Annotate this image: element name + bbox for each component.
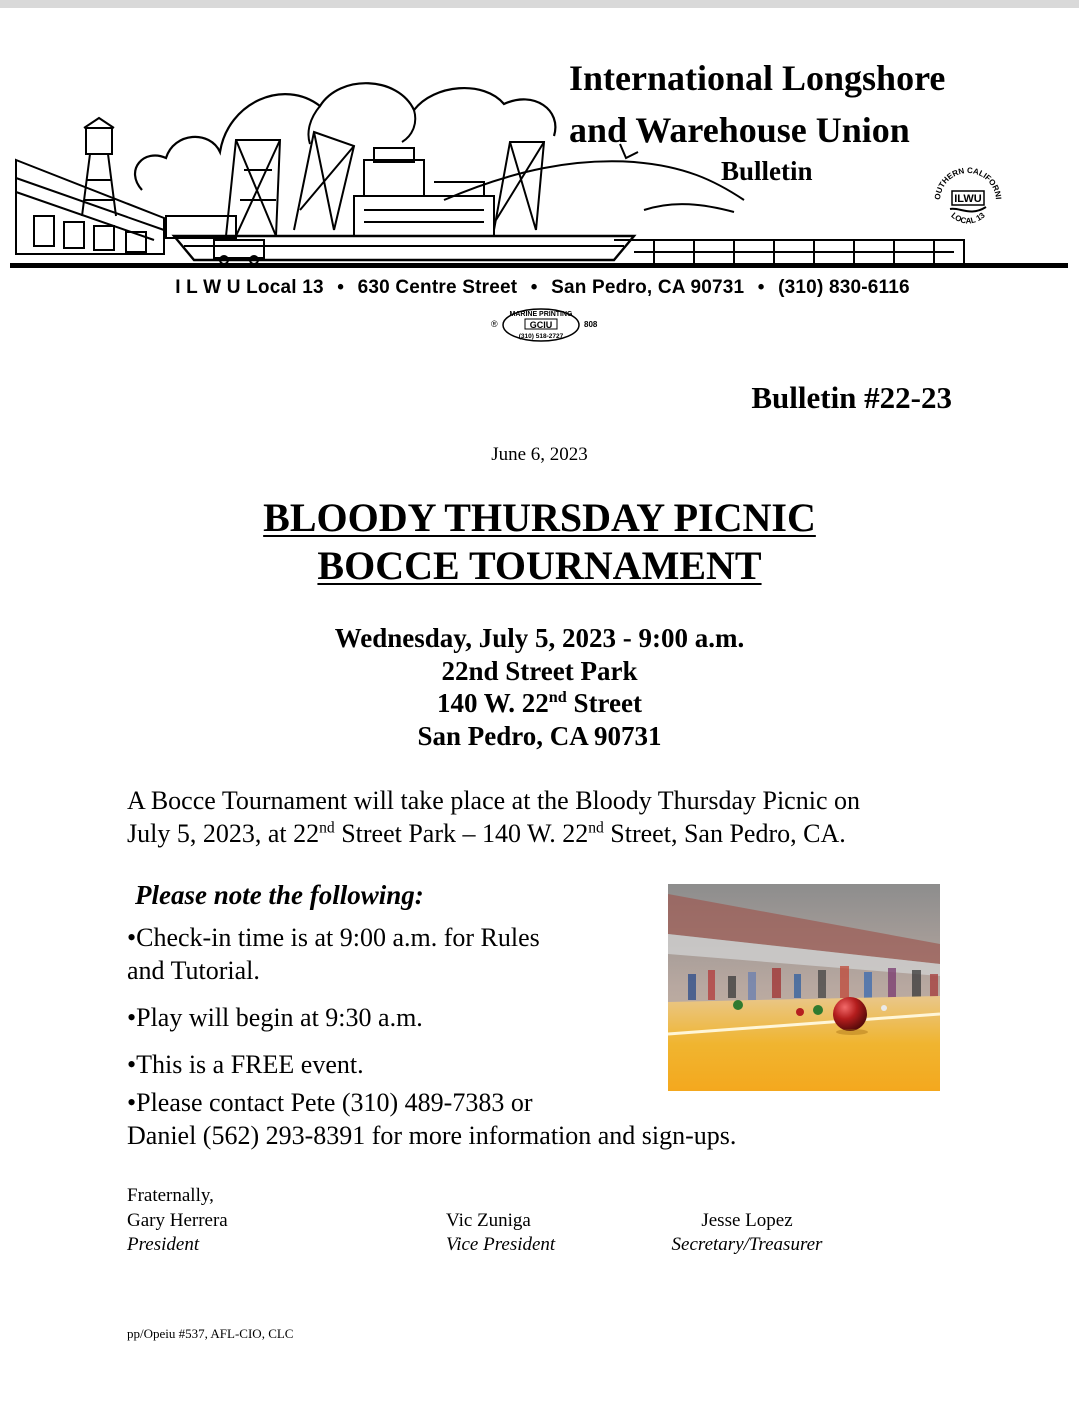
address-local: I L W U Local 13: [175, 277, 324, 298]
address-street: 630 Centre Street: [357, 277, 518, 298]
union-address: [0, 277, 1079, 299]
bullet-mark: •: [127, 923, 137, 952]
intro-line2: [127, 818, 977, 851]
event-title-line2: BOCCE TOURNAMENT: [317, 543, 762, 588]
bullet-mark: •: [127, 1050, 137, 1079]
notes-item-text: This is a FREE event.: [136, 1050, 364, 1079]
union-print-bug: [489, 305, 605, 350]
bulletin-date: June 6, 2023: [491, 444, 588, 465]
event-city: San Pedro, CA 90731: [417, 720, 662, 751]
address-city: San Pedro, CA 90731: [551, 277, 745, 298]
signature-name: Jesse Lopez: [701, 1210, 793, 1231]
svg-text:LOCAL 13: [949, 210, 987, 225]
seal-center-text: ILWU: [954, 193, 982, 205]
signature-president: [127, 1209, 228, 1257]
event-street-suffix: nd: [548, 688, 567, 706]
notes-item-text: and Tutorial.: [127, 955, 260, 985]
address-separator: •: [337, 277, 345, 298]
signature-secretary-treasurer: [661, 1209, 833, 1257]
event-street-name: Street: [566, 688, 643, 718]
event-street-number: 140 W. 22: [436, 688, 549, 718]
print-bug-number: 808: [584, 320, 598, 329]
masthead-rule: [10, 263, 1068, 268]
notes-item-text: Check-in time is at 9:00 a.m. for Rules: [136, 923, 540, 952]
print-bug-registered: ®: [491, 319, 498, 329]
intro-text: Street, San Pedro, CA.: [603, 818, 846, 848]
intro-suffix: nd: [588, 818, 604, 836]
seal-bottom-text: LOCAL 13: [949, 210, 987, 226]
bullet-mark: •: [127, 1003, 137, 1032]
union-name-line1: International Longshore: [569, 58, 946, 98]
address-separator: •: [530, 277, 538, 298]
signature-role: Secretary/Treasurer: [671, 1234, 823, 1255]
event-title-line1: BLOODY THURSDAY PICNIC: [263, 495, 816, 540]
union-name: [569, 52, 1029, 156]
notes-heading: Please note the following:: [135, 880, 424, 910]
print-bug-phone: (310) 518-2727: [518, 333, 564, 340]
event-details: [0, 622, 1079, 752]
notes-item-text: Play will begin at 9:30 a.m.: [136, 1003, 423, 1032]
notes-item-text: Please contact Pete (310) 489-7383 or: [136, 1088, 533, 1117]
bocce-photo: [668, 884, 940, 1091]
print-bug-center: GCIU: [529, 320, 553, 330]
signature-name: Gary Herrera: [127, 1210, 228, 1231]
union-label-footer: pp/Opeiu #537, AFL-CIO, CLC: [127, 1326, 294, 1341]
address-separator: •: [757, 277, 765, 298]
intro-suffix: nd: [319, 818, 335, 836]
event-datetime: Wednesday, July 5, 2023 - 9:00 a.m.: [334, 623, 745, 653]
union-name-line2: and Warehouse Union: [569, 110, 910, 150]
event-street: [0, 687, 1079, 720]
intro-text: Street Park – 140 W. 22: [334, 818, 589, 848]
signature-role: President: [127, 1234, 200, 1255]
address-phone: (310) 830-6116: [778, 277, 910, 298]
intro-paragraph: [127, 785, 977, 850]
ilwu-local-13-seal: [930, 163, 1006, 244]
intro-line1: A Bocce Tournament will take place at the Bloody Thursday Picnic on: [127, 786, 860, 815]
signature-closing: Fraternally,: [127, 1185, 214, 1206]
seal-top-text: OUTHERN CALIFORNI: [932, 165, 1003, 201]
notes-item-text: Daniel (562) 293-8391 for more information and sign-ups.: [127, 1120, 737, 1150]
print-bug-top: MARINE PRINTING: [509, 311, 573, 318]
intro-text: July 5, 2023, at 22: [127, 818, 320, 848]
event-title: [0, 494, 1079, 590]
signature-name: Vic Zuniga: [446, 1210, 531, 1231]
masthead-bulletin-label: Bulletin: [721, 156, 813, 186]
signature-vice-president: [446, 1209, 555, 1257]
top-border: [0, 0, 1079, 8]
bullet-mark: •: [127, 1088, 137, 1117]
notes-item: [127, 1087, 827, 1152]
signature-role: Vice President: [446, 1234, 556, 1255]
bulletin-number: Bulletin #22-23: [751, 380, 952, 415]
event-venue: 22nd Street Park: [441, 655, 638, 686]
